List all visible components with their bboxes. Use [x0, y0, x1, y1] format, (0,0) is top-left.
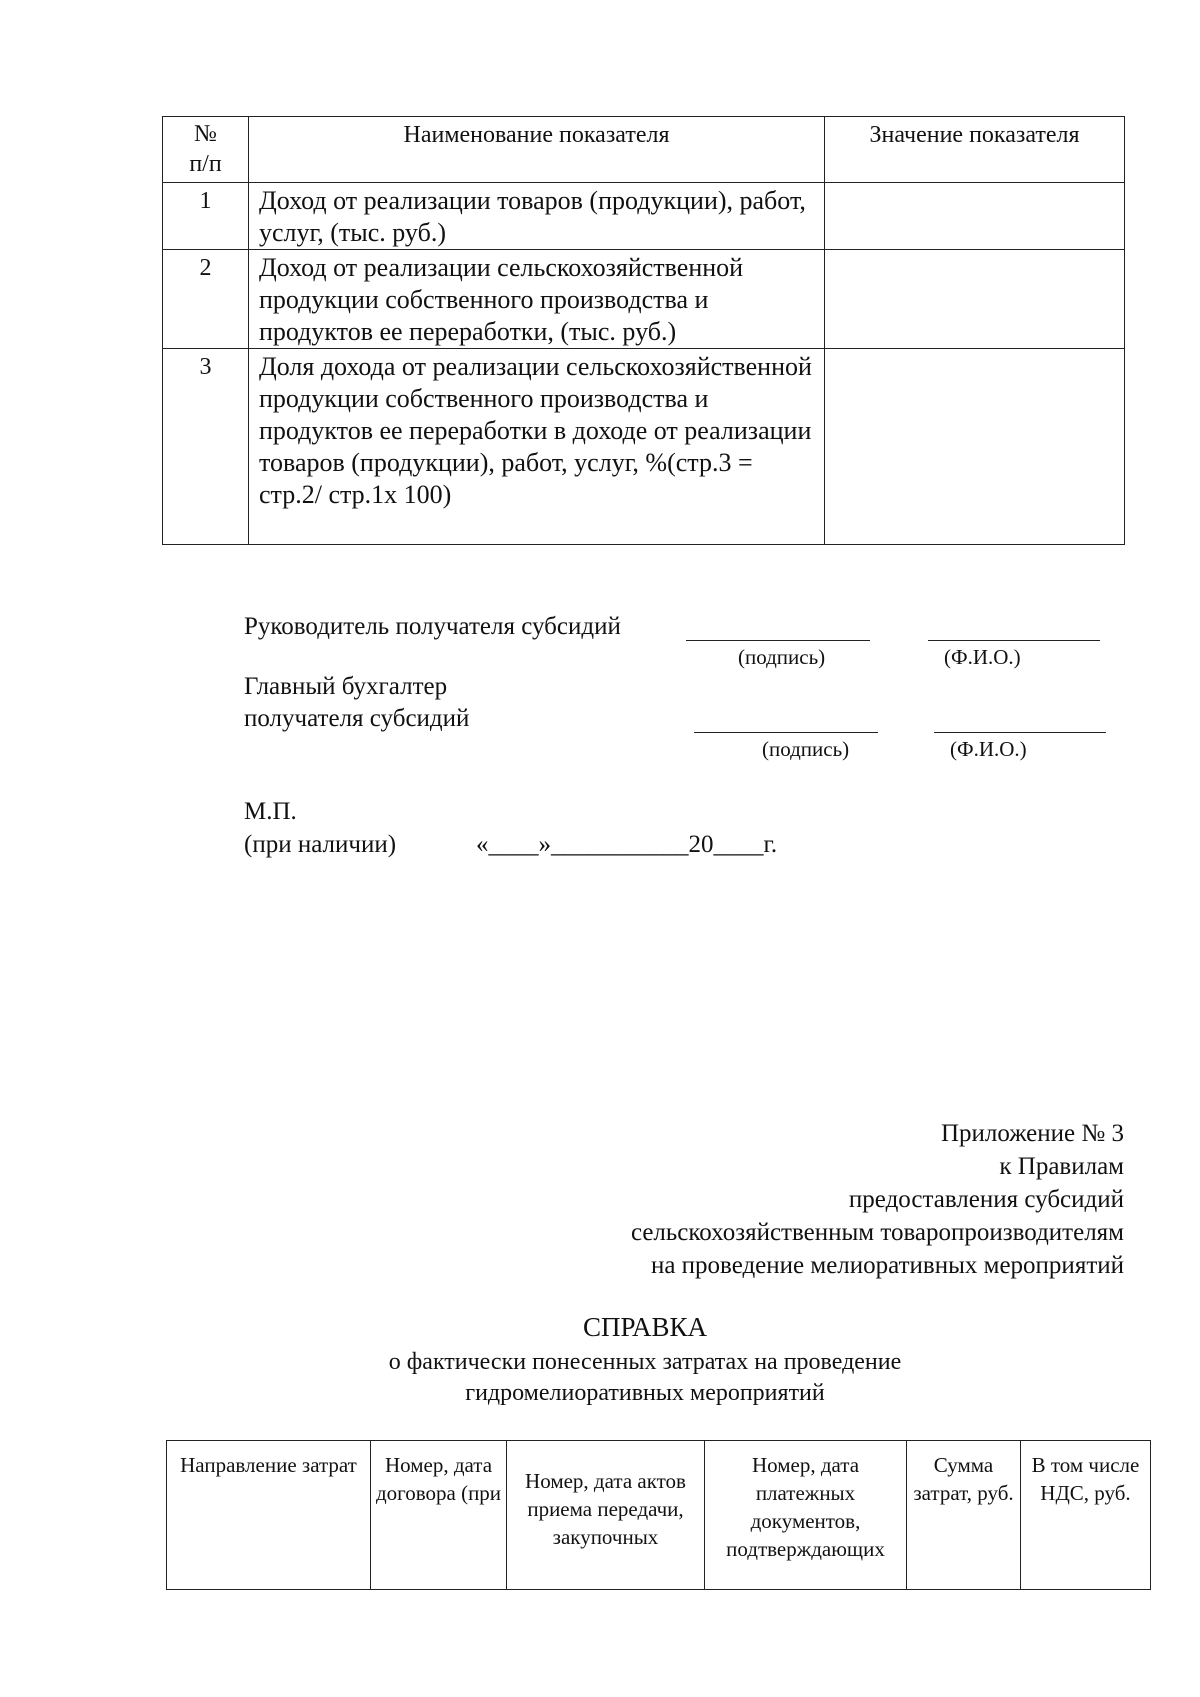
appendix-line: предоставления субсидий	[848, 1186, 1124, 1213]
table-row	[163, 183, 1125, 250]
header-indicator-value: Значение показателя	[825, 117, 1125, 183]
header-number: № п/п	[163, 117, 249, 183]
row-number: 2	[163, 250, 249, 349]
row-indicator: Доля дохода от реализации сельскохозяйственной продукции собственного производства и продуктов ее переработки в доходе от реализации товаров (продукции), работ, услуг, %(стр.3 = стр.2/ стр.1х 100)	[249, 349, 825, 545]
accountant-fio-line[interactable]	[934, 732, 1106, 733]
expenses-table	[166, 1440, 1151, 1590]
document-subtitle-1: о фактически понесенных затратах на проведение	[388, 1349, 902, 1375]
accountant-label-line1: Главный бухгалтер	[244, 673, 448, 700]
head-label: Руководитель получателя субсидий	[244, 613, 621, 640]
head-fio-line[interactable]	[928, 640, 1100, 641]
stamp-label: М.П.	[244, 798, 297, 825]
row-number: 3	[163, 349, 249, 545]
header-expense-sum: Сумма затрат, руб.	[907, 1441, 1021, 1590]
row-value	[825, 183, 1125, 250]
date-line[interactable]: «____»___________20____г.	[476, 831, 778, 858]
accountant-label-line2: получателя субсидий	[244, 705, 470, 732]
header-vat: В том числе НДС, руб.	[1021, 1441, 1151, 1590]
row-indicator: Доход от реализации сельскохозяйственной продукции собственного производства и продуктов ее переработки, (тыс. руб.)	[249, 250, 825, 349]
appendix-line: на проведение мелиоративных мероприятий	[650, 1252, 1124, 1279]
appendix-line: сельскохозяйственным товаропроизводителям	[630, 1219, 1124, 1246]
table-header-row	[163, 117, 1125, 183]
indicators-table	[162, 116, 1125, 545]
header-acceptance-acts: Номер, дата актов приема передачи, закупочных	[507, 1441, 705, 1590]
appendix-line: к Правилам	[999, 1153, 1124, 1180]
stamp-note: (при наличии)	[244, 831, 397, 858]
appendix-header	[631, 1117, 1124, 1282]
row-indicator: Доход от реализации товаров (продукции), работ, услуг, (тыс. руб.)	[249, 183, 825, 250]
header-indicator-name: Наименование показателя	[249, 117, 825, 183]
document-title: СПРАВКА	[582, 1312, 708, 1342]
appendix-line: Приложение № 3	[940, 1120, 1124, 1147]
table-header-row	[167, 1441, 1151, 1590]
header-contract: Номер, дата договора (при	[371, 1441, 507, 1590]
header-payment-documents: Номер, дата платежных документов, подтверждающих	[705, 1441, 907, 1590]
row-value	[825, 250, 1125, 349]
row-value	[825, 349, 1125, 545]
accountant-signature-line[interactable]	[694, 732, 878, 733]
header-expense-direction: Направление затрат	[167, 1441, 371, 1590]
head-fio-caption: (Ф.И.О.)	[944, 645, 1021, 669]
accountant-fio-caption: (Ф.И.О.)	[950, 737, 1027, 761]
table-row	[163, 349, 1125, 545]
head-signature-line[interactable]	[686, 640, 870, 641]
head-signature-caption: (подпись)	[738, 645, 826, 669]
table-row	[163, 250, 1125, 349]
accountant-signature-caption: (подпись)	[762, 737, 850, 761]
document-subtitle-2: гидромелиоративных мероприятий	[465, 1380, 825, 1406]
row-number: 1	[163, 183, 249, 250]
